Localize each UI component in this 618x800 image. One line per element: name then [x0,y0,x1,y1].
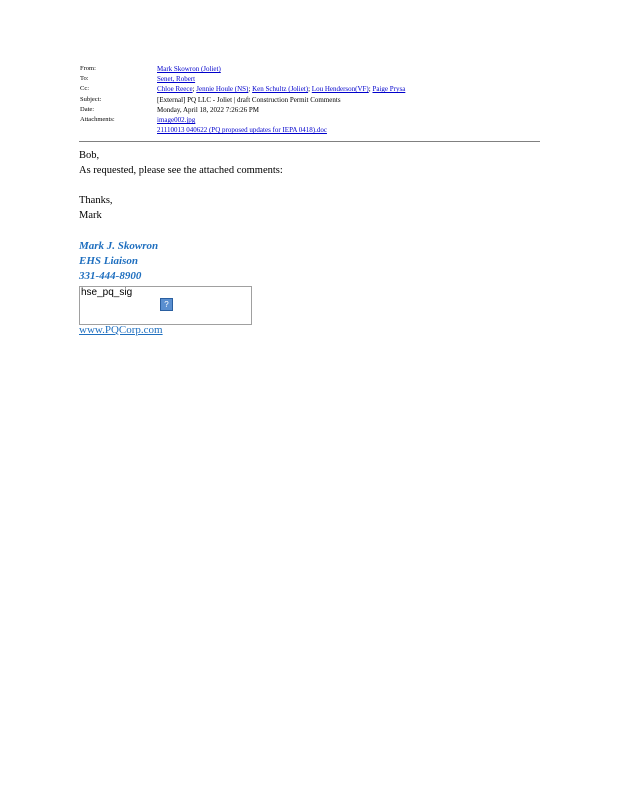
cc-link[interactable]: Lou Henderson(VF) [311,85,369,94]
website-link[interactable]: www.PQCorp.com [79,324,163,336]
to-label: To: [80,75,89,83]
to-link[interactable]: Senet, Robert [157,75,196,84]
subject-value: [External] PQ LLC - Joliet | draft Construction Permit Comments [157,95,341,104]
date-label: Date: [80,105,95,113]
cc-separator: ; [192,85,195,94]
cc-label: Cc: [80,85,90,93]
signature-phone: 331-444-8900 [79,270,142,282]
from-label: From: [80,65,96,72]
date-value: Monday, April 18, 2022 7:26:26 PM [157,105,260,114]
sender-name: Mark [79,210,102,221]
from-row [80,64,540,74]
cc-separator: ; [308,85,311,94]
attachment-link[interactable]: image002.jpg [157,116,196,125]
cc-separator: ; [248,85,251,94]
message-body [79,148,283,223]
date-row [80,105,540,115]
attachment-link[interactable]: 21110013 040622 (PQ proposed updates for IEPA 0418).doc [157,126,327,135]
cc-separator: ; [368,85,371,94]
cc-link[interactable]: Chloe Reece [157,85,193,94]
subject-label: Subject: [80,95,102,103]
cc-link[interactable]: Ken Schultz (Joliet) [252,85,309,94]
signature-image-placeholder [79,286,252,325]
signature-name: Mark J. Skowron [79,240,159,252]
signature-title: EHS Liaison [79,255,138,267]
cc-link[interactable]: Paige Prysa [372,85,406,94]
from-link[interactable]: Mark Skowron (Joliet) [157,65,221,73]
body-line: As requested, please see the attached comments: [79,165,283,176]
header-divider [79,141,540,142]
cc-row [80,84,540,94]
signature-image-alt: hse_pq_sig [81,287,133,298]
cc-link[interactable]: Jennie Houle (NS) [196,85,249,94]
broken-image-icon: ? [160,298,173,311]
signature-block [79,239,158,284]
email-header [80,64,540,135]
greeting: Bob, [79,150,100,161]
subject-row [80,95,540,105]
to-row [80,74,540,84]
attachments-row [80,115,540,135]
attachments-label: Attachments: [80,116,115,124]
cc-list [157,84,540,94]
closing: Thanks, [79,195,113,206]
